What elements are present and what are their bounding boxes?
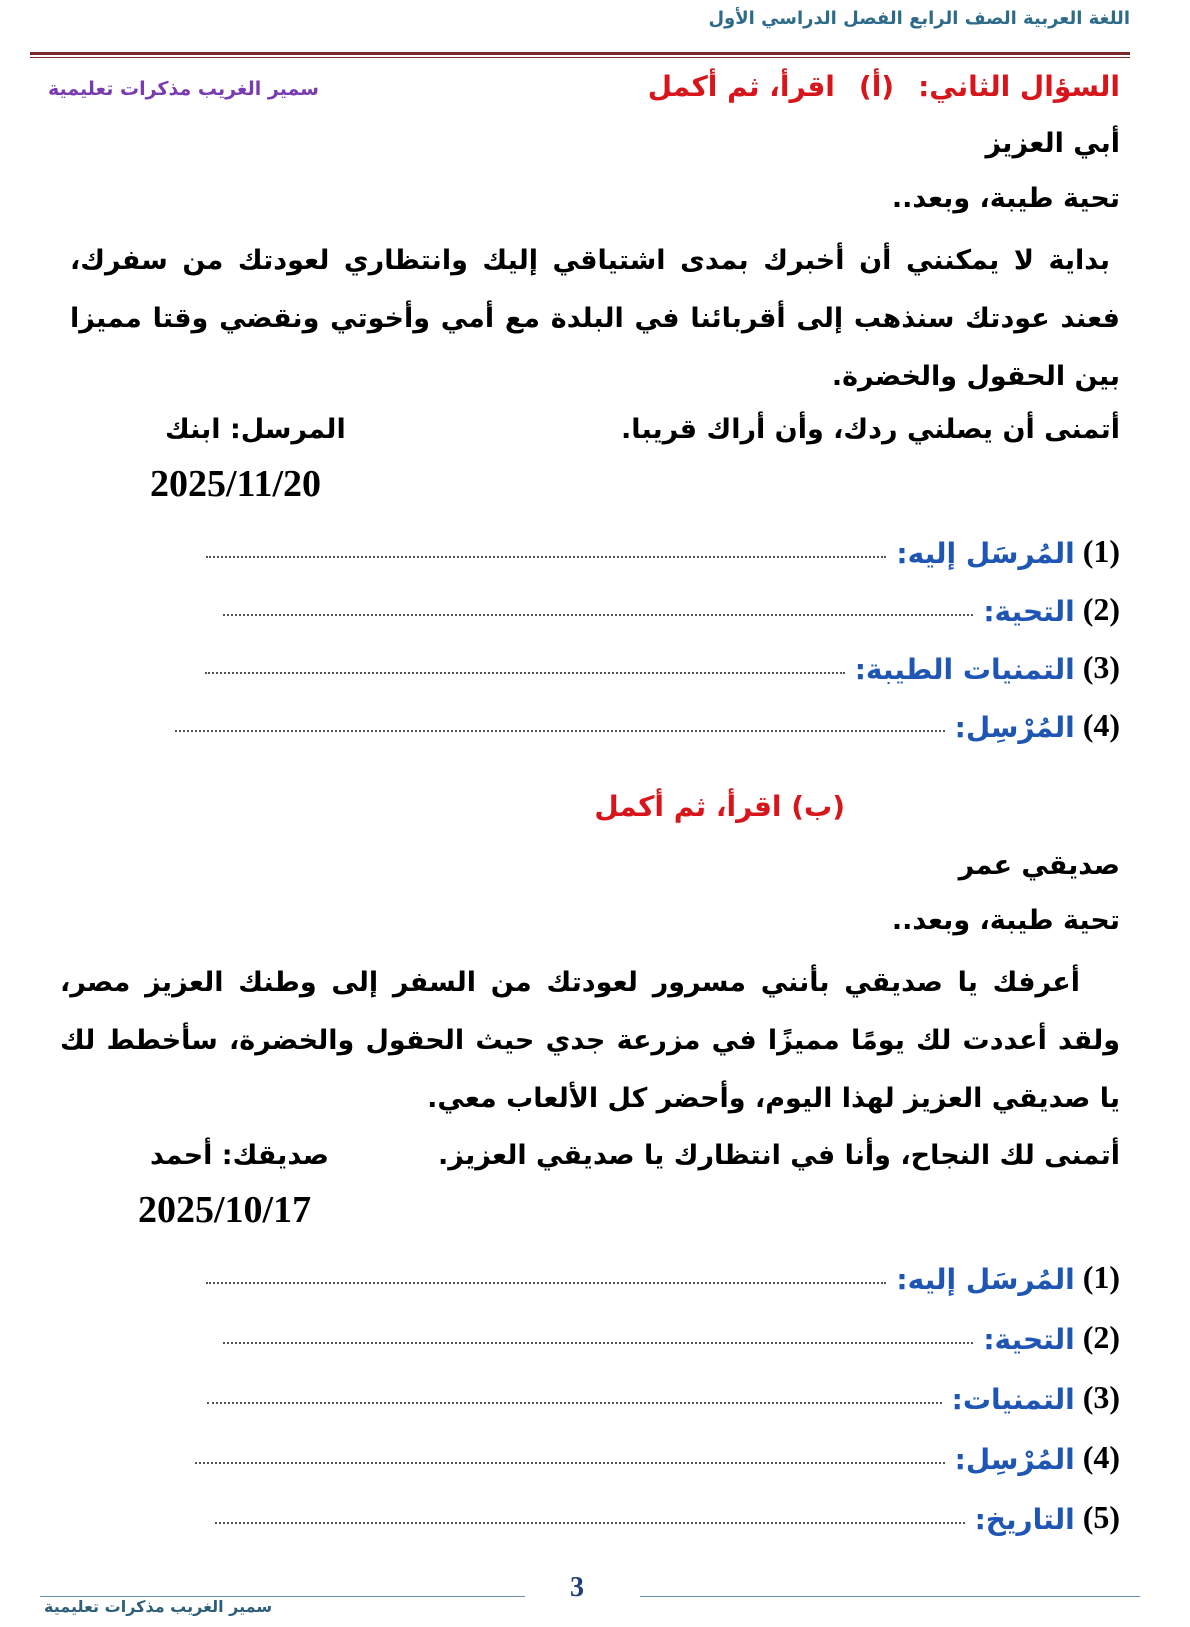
answer-line[interactable] [207,1402,942,1404]
answer-line[interactable] [195,1462,945,1464]
question-label: التحية: [983,595,1075,628]
question-label: المُرسَل إليه: [896,537,1075,570]
answer-line[interactable] [205,672,845,674]
header-divider-thin [30,57,1130,58]
instruction-label: اقرأ، ثم أكمل [647,70,835,103]
question-number: (3) [1082,1379,1120,1415]
question-number: (3) [1082,649,1120,685]
document-header-title: اللغة العربية الصف الرابع الفصل الدراسي الأول [708,8,1130,29]
question-b-3 [207,1370,1120,1416]
answer-line[interactable] [206,1282,886,1284]
question-label: السؤال الثاني: [918,70,1120,103]
footer-divider-right [640,1596,1140,1597]
letter-a-wishes: أتمنى أن يصلني ردك، وأن أراك قريبا. [621,414,1120,445]
letter-b-body: أعرفك يا صديقي بأنني مسرور لعودتك من السفر إلى وطنك العزيز مصر، ولقد أعددت لك يومًا مميزًا في مزرعة جدي حيث الحقول والخضرة، سأخطط لك يا صديقي العزيز لهذا اليوم، وأحضر كل الألعاب معي. [60,967,1120,1114]
question-a-2 [223,582,1120,628]
letter-b-greeting: تحية طيبة، وبعد.. [891,905,1120,936]
letter-a-date: 2025/11/20 [150,463,322,505]
answer-line[interactable] [223,614,973,616]
part-a-label: (أ) [858,70,895,103]
question-label: المُرْسِل: [954,1443,1075,1476]
question-label: التحية: [983,1323,1075,1356]
question-b-1 [206,1250,1120,1296]
page-number: 3 [570,1572,584,1603]
letter-a-body: بداية لا يمكنني أن أخبرك بمدى اشتياقي إليك وانتظاري لعودتك من سفرك، فعند عودتك سنذهب إلى أقربائنا في البلدة مع أمي وأخوتي ونقضي وقتا مميزا بين الحقول والخضرة. [70,245,1120,392]
letter-a-recipient: أبي العزيز [985,128,1120,159]
answer-line[interactable] [223,1342,973,1344]
question-a-3 [205,640,1120,686]
question-b-2 [223,1310,1120,1356]
question-b-4 [195,1430,1120,1476]
question-title [648,70,1120,103]
question-number: (1) [1082,1259,1120,1295]
answer-line[interactable] [215,1522,965,1524]
letter-a-sender: المرسل: ابنك [165,414,346,445]
author-credit: سمير الغريب مذكرات تعليمية [48,78,319,100]
question-b-5 [215,1490,1120,1536]
letter-b-recipient: صديقي عمر [958,850,1120,881]
question-label: التمنيات: [951,1383,1075,1416]
question-label: المُرسَل إليه: [896,1263,1075,1296]
question-number: (4) [1082,707,1120,743]
question-number: (2) [1082,1319,1120,1355]
question-number: (1) [1082,533,1120,569]
letter-b-sender: صديقك: أحمد [150,1140,330,1171]
header-divider [30,52,1130,55]
question-number: (2) [1082,591,1120,627]
letter-b-wishes: أتمنى لك النجاح، وأنا في انتظارك يا صديقي العزيز. [438,1140,1120,1171]
letter-a-greeting: تحية طيبة، وبعد.. [891,183,1120,214]
question-label: التمنيات الطيبة: [854,653,1075,686]
question-number: (5) [1082,1499,1120,1535]
part-b-title: (ب) اقرأ، ثم أكمل [594,790,845,823]
question-label: التاريخ: [974,1503,1075,1536]
letter-b-date: 2025/10/17 [138,1189,312,1231]
question-a-1 [206,524,1120,570]
footer-author: سمير الغريب مذكرات تعليمية [44,1597,273,1616]
question-number: (4) [1082,1439,1120,1475]
answer-line[interactable] [206,556,886,558]
answer-line[interactable] [175,730,945,732]
question-a-4 [175,698,1120,744]
question-label: المُرْسِل: [954,711,1075,744]
